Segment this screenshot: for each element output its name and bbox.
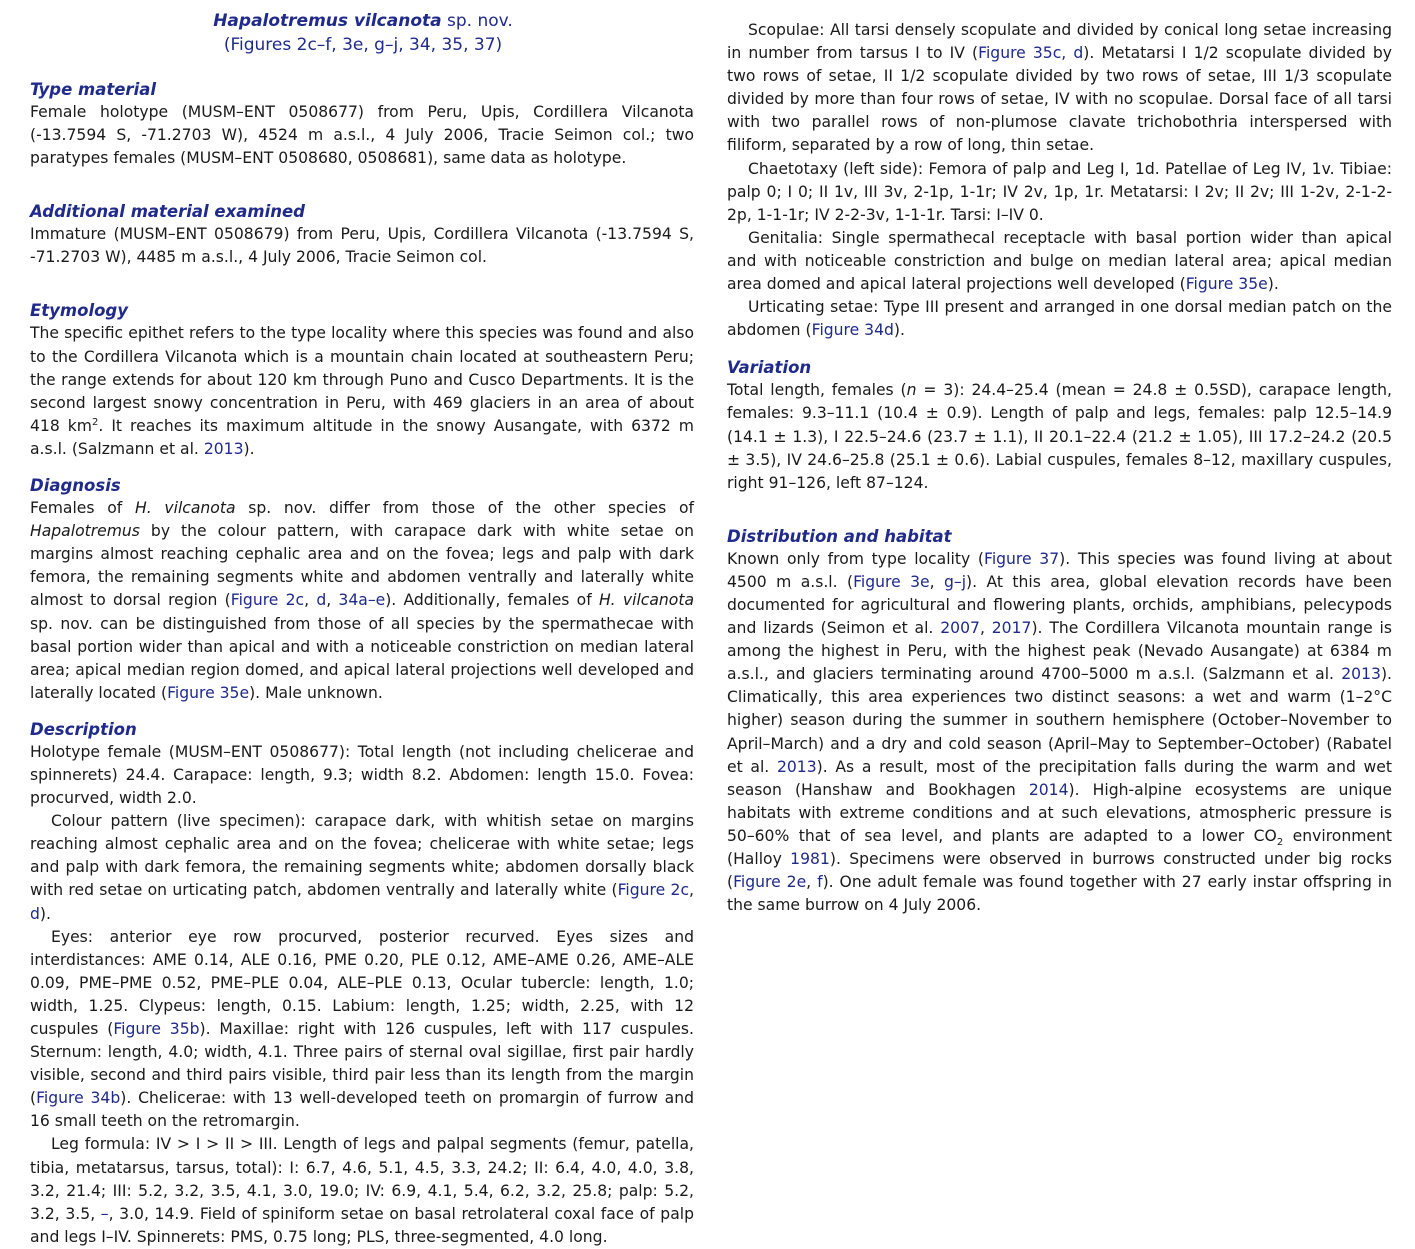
description-scopulae: Scopulae: All tarsi densely scopulate and divided by conical long setae increasing in number from tarsus I to IV (Figure 35c, d). Metatarsi I 1/2 scopulate divided by two rows of setae, II 1/2 scopulate divided by two rows of setae, III 1/3 scopulate divided by more than four rows of setae, IV with no scopulae. Dorsal face of all tarsi with two parallel rows of non-plumose clavate trichobothria interspersed with filiform, separated by a row of long, thin setae.	[727, 21, 1392, 155]
figure-link[interactable]: f	[817, 873, 823, 892]
additional-material-heading: Additional material examined	[30, 202, 305, 222]
figure-link[interactable]: Figure 2c	[230, 591, 305, 610]
figure-link[interactable]: Figure 2c	[617, 881, 690, 900]
type-material-heading: Type material	[30, 80, 157, 99]
figure-link[interactable]: d	[316, 591, 327, 610]
description-genitalia: Genitalia: Single spermathecal receptacle with basal portion wider than apical and with noticeable constriction and bulge on median lateral area; apical median area domed and apical lateral projections well developed (Figure 35e).	[727, 228, 1392, 294]
species-title-block	[30, 9, 694, 57]
figure-link[interactable]: Figure 35e	[167, 683, 250, 702]
diagnosis-heading: Diagnosis	[30, 476, 121, 496]
variation-heading: Variation	[727, 358, 812, 378]
citation-link[interactable]: 2017	[991, 619, 1032, 638]
distribution-text: Known only from type locality (Figure 37). This species was found living at about 4500 m a.s.l. (Figure 3e, g–j). At this area, global elevation records have been documented for agricultural and flowering plants, orchids, amphibians, pelecypods and lizards (Seimon et al. 2007, 2017). The Cordillera Vilcanota mountain range is among the highest in Peru, with the highest peak (Nevado Ausangate) at 6384 m a.s.l., and glaciers terminating around 4700–5000 m a.s.l. (Salzmann et al. 2013). Climatically, this area experiences two distinct seasons: a wet and warm (1–2°C higher) season during the summer in southern hemisphere (October–November to April–March) and a dry and cold season (April–May to September–October) (Rabatel et al. 2013). As a result, most of the precipitation falls during the warm and wet season (Hanshaw and Bookhagen 2014). High-alpine ecosystems are unique habitats with extreme conditions and at such elevations, atmospheric pressure is 50–60% that of sea level, and plants are adapted to a lower $CO_2$ environment (Halloy 1981). Specimens were observed in burrows constructed under big rocks (Figure 2e, f). One adult female was found together with 27 early instar offspring in the same burrow on 4 July 2006.	[727, 549, 1393, 915]
distribution-heading: Distribution and habitat	[727, 526, 952, 546]
citation-link[interactable]: 2007	[940, 619, 980, 638]
diagnosis-text: Females of H. vilcanota sp. nov. differ from those of the other species of Hapalotremus by the colour pattern, with carapace dark with white setae on margins almost reaching cephalic area and on the fovea; legs and palp with dark femora, the remaining segments white and abdomen ventrally and laterally white almost to dorsal region (Figure 2c, d, 34a–e). Additionally, females of H. vilcanota sp. nov. can be distinguished from those of all species by the spermathecae with basal portion wider than apical and with a noticeable constriction on median lateral area; apical median region domed, and apical lateral projections well developed and laterally located (Figure 35e). Male unknown.	[30, 499, 695, 702]
description-legs: Leg formula: IV > I > II > III. Length of legs and palpal segments (femur, patella, tibia, metatarsus, tarsus, total): I: 6.7, 4.6, 5.1, 4.5, 3.3, 24.2; II: 6.4, 4.0, 4.0, 3.8, 3.2, 21.4; III: 5.2, 3.2, 3.5, 4.1, 3.0, 19.0; IV: 6.9, 4.1, 5.4, 6.2, 3.2, 25.8; palp: 5.2, 3.2, 3.5, –, 3.0, 14.9. Field of spiniform setae on basal retrolateral coxal face of palp and legs I–IV. Spinnerets: PMS, 0.75 long; PLS, three-segmented, 4.0 long.	[30, 1135, 694, 1246]
description-holotype: Holotype female (MUSM–ENT 0508677): Total length (not including chelicerae and spinnerets) 24.4. Carapace: length, 9.3; width 8.2. Abdomen: length 15.0. Fovea: procurved, width 2.0.	[30, 742, 694, 808]
citation-link[interactable]: 2014	[1028, 780, 1069, 799]
figure-link[interactable]: Figure 35e	[1185, 275, 1268, 294]
description-urticating-setae: Urticating setae: Type III present and arranged in one dorsal median patch on the abdomen (Figure 34d).	[727, 298, 1392, 340]
species-title	[32, 9, 694, 33]
figure-link[interactable]: Figure 34d	[811, 321, 894, 340]
etymology-text: The specific epithet refers to the type locality where this species was found and also to the Cordillera Vilcanota which is a mountain chain located at southeastern Peru; the range extends for about 120 km through Puno and Cusco Departments. It is the second largest snowy concentration in Peru, with 469 glaciers in an area of about 418 $km^2$. It reaches its maximum altitude in the snowy Ausangate, with 6372 m a.s.l. (Salzmann et al. 2013).	[30, 324, 694, 458]
figure-link[interactable]: Figure 35b	[113, 1020, 200, 1038]
citation-link[interactable]: 2013	[776, 757, 817, 776]
figure-link[interactable]: Figure 34b	[36, 1089, 121, 1108]
figures-reference[interactable]: (Figures 2c–f, 3e, g–j, 34, 35, 37)	[223, 35, 503, 55]
citation-link[interactable]: 2013	[203, 439, 244, 458]
citation-link[interactable]: 1981	[790, 850, 830, 868]
figure-link[interactable]: Figure 2e	[733, 873, 807, 892]
figure-link[interactable]: Figure 3e	[853, 572, 930, 591]
left-column	[30, 0, 694, 1249]
description-chaetotaxy: Chaetotaxy (left side): Femora of palp and Leg I, 1d. Patellae of Leg IV, 1v. Tibiae: palp 0; I 0; II 1v, III 3v, 2-1p, 1-1r; IV 2v, 1p, 1r. Metatarsi: I 2v; II 2v; III 1-2v, 2-1-2-2p, 1-1-1r; IV 2-2-3v, 1-1-1r. Tarsi: I–IV 0.	[727, 159, 1392, 224]
variation-text: Total length, females (n = 3): 24.4–25.4 (mean = 24.8 ± 0.5SD), carapace length, females: 9.3–11.1 (10.4 ± 0.9). Length of palp and legs, females: palp 12.5–14.9 (14.1 ± 1.3), I 22.5–24.6 (23.7 ± 1.1), II 20.1–22.4 (21.2 ± 1.05), III 17.2–24.2 (20.5 ± 3.5), IV 24.6–25.8 (25.1 ± 0.6). Labial cuspules, females 8–12, maxillary cuspules, right 91–126, left 87–124.	[727, 381, 1392, 492]
description-heading: Description	[30, 719, 137, 739]
figure-link[interactable]: d	[30, 904, 40, 923]
species-name: Hapalotremus vilcanota	[213, 11, 442, 31]
figure-link[interactable]: –	[100, 1204, 109, 1223]
figure-link[interactable]: Figure 37	[983, 549, 1060, 568]
citation-link[interactable]: 2013	[1341, 665, 1381, 684]
figure-link[interactable]: 34a–e	[338, 591, 386, 610]
figure-link[interactable]: g–j	[944, 572, 967, 591]
type-material-text: Female holotype (MUSM–ENT 0508677) from Peru, Upis, Cordillera Vilcanota (-13.7594 S, -71.2703 W), 4524 m a.s.l., 4 July 2006, Tracie Seimon col.; two paratypes females (MUSM–ENT 0508680, 0508681), same data as holotype.	[30, 103, 694, 168]
description-eyes: Eyes: anterior eye row procurved, posterior recurved. Eyes sizes and interdistances: AME 0.14, ALE 0.16, PME 0.20, PLE 0.12, AME–AME 0.26, AME–ALE 0.09, PME–PME 0.52, PME–PLE 0.04, ALE–PLE 0.13, Ocular tubercle: length, 1.0; width, 1.25. Clypeus: length, 0.15. Labium: length, 1.25; width, 2.25, with 12 cuspules (Figure 35b). Maxillae: right with 126 cuspules, left with 117 cuspules. Sternum: length, 4.0; width, 4.1. Three pairs of sternal oval sigillae, first pair hardly visible, second and third pairs visible, third pair less than its length from the margin (Figure 34b). Chelicerae: with 13 well-developed teeth on promargin of furrow and 16 small teeth on the retromargin.	[30, 927, 695, 1131]
additional-material-text: Immature (MUSM–ENT 0508679) from Peru, Upis, Cordillera Vilcanota (-13.7594 S, -71.2703 W), 4485 m a.s.l., 4 July 2006, Tracie Seimon col.	[30, 225, 694, 267]
species-suffix: sp. nov.	[441, 11, 513, 31]
description-colour-pattern: Colour pattern (live specimen): carapace dark, with whitish setae on margins reaching almost cephalic area and on the fovea; chelicerae with white setae; legs and palp with dark femora, the remaining segments white; abdomen dorsally black with red setae on urticating patch, abdomen ventrally and laterally white (Figure 2c, d).	[30, 812, 695, 923]
right-column	[727, 0, 1392, 917]
figure-link[interactable]: Figure 35c, d	[978, 44, 1084, 63]
etymology-heading: Etymology	[30, 301, 129, 321]
